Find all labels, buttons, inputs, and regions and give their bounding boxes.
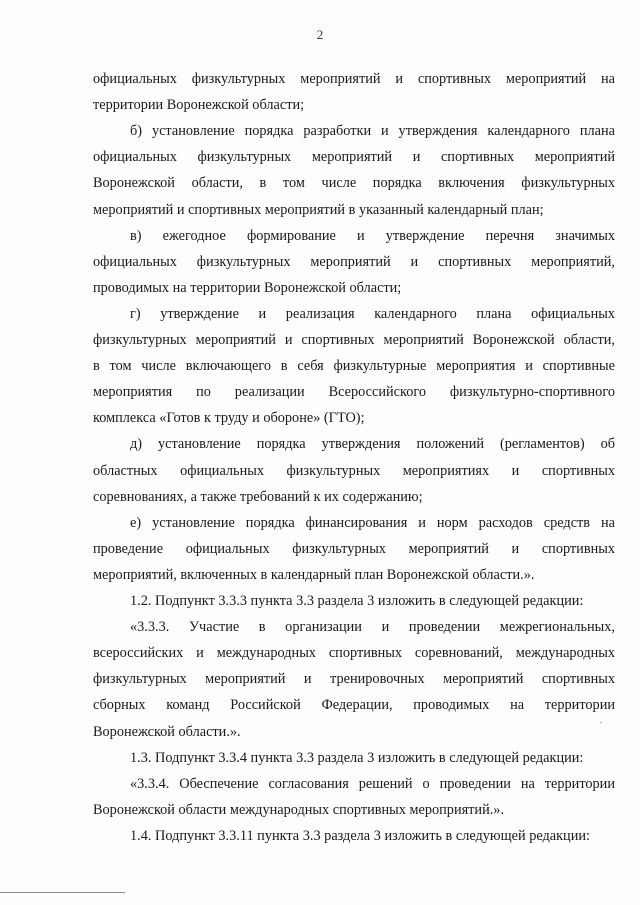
text-line: мероприятий и спортивных мероприятий в указанный календарный план; <box>93 202 544 218</box>
text-line: 1.4. Подпункт 3.3.11 пункта 3.3 раздела 3 изложить в следующей редакции: <box>130 828 590 844</box>
text-line: всероссийских и международных спортивных соревнований, международных <box>93 645 615 661</box>
text-line: 1.2. Подпункт 3.3.3 пункта 3.3 раздела 3 изложить в следующей редакции: <box>130 593 584 609</box>
text-line: «3.3.3. Участие в организации и проведении межрегиональных, <box>130 619 615 635</box>
text-line: территории Воронежской области; <box>93 97 305 113</box>
text-line: мероприятия по реализации Всероссийского физкультурно-спортивного <box>93 384 615 400</box>
text-line: физкультурных мероприятий и спортивных мероприятий Воронежской области, <box>93 332 615 348</box>
text-line: комплекса «Готов к труду и обороне» (ГТО); <box>93 410 365 426</box>
text-line: мероприятий, включенных в календарный план Воронежской области.». <box>93 567 535 583</box>
text-line: Воронежской области, в том числе порядка включения физкультурных <box>93 175 615 191</box>
text-line: соревнованиях, а также требований к их содержанию; <box>93 489 423 505</box>
text-line: Воронежской области международных спортивных мероприятий.». <box>93 802 505 818</box>
text-line: проведение официальных физкультурных мероприятий и спортивных <box>93 541 615 557</box>
text-line: физкультурных мероприятий и тренировочных мероприятий спортивных <box>93 671 615 687</box>
text-line: 1.3. Подпункт 3.3.4 пункта 3.3 раздела 3 изложить в следующей редакции: <box>130 750 584 766</box>
text-line: д) установление порядка утверждения положений (регламентов) об <box>130 436 615 452</box>
text-line: официальных физкультурных мероприятий и спортивных мероприятий, <box>93 254 615 270</box>
page-number: 2 <box>316 27 324 42</box>
text-line: областных официальных физкультурных мероприятиях и спортивных <box>93 463 615 479</box>
text-line: б) установление порядка разработки и утверждения календарного плана <box>130 123 615 139</box>
text-line: сборных команд Российской Федерации, проводимых на территории <box>93 697 615 713</box>
text-line: в том числе включающего в себя физкультурные мероприятия и спортивные <box>93 358 615 374</box>
scan-artifact-line <box>0 892 125 893</box>
text-line: Воронежской области.». <box>93 724 241 740</box>
text-line: г) утверждение и реализация календарного плана официальных <box>130 306 615 322</box>
text-line: е) установление порядка финансирования и норм расходов средств на <box>130 515 615 531</box>
text-line: официальных физкультурных мероприятий и спортивных мероприятий <box>93 149 615 165</box>
text-line: официальных физкультурных мероприятий и спортивных мероприятий на <box>93 71 615 87</box>
text-line: в) ежегодное формирование и утверждение перечня значимых <box>130 228 615 244</box>
text-line: проводимых на территории Воронежской области; <box>93 280 402 296</box>
scan-artifact-dot <box>600 722 602 723</box>
text-line: «3.3.4. Обеспечение согласования решений о проведении на территории <box>130 776 615 792</box>
